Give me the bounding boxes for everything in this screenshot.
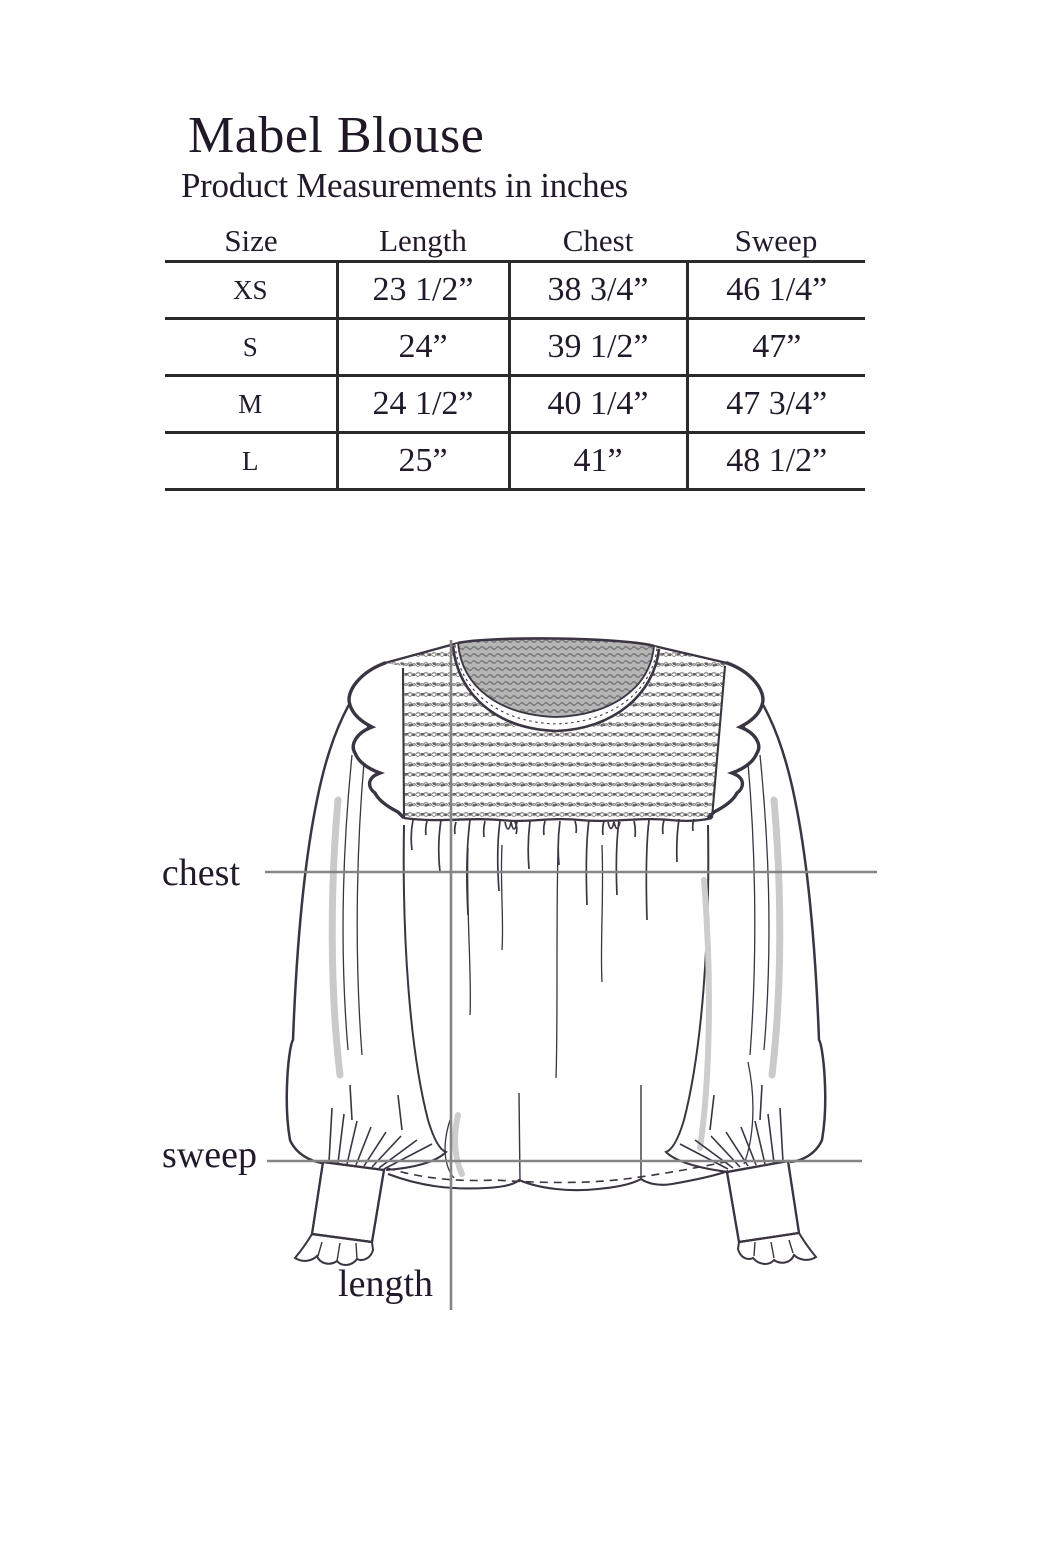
sweep-label: sweep [162, 1134, 257, 1176]
length-value: 24” [337, 319, 509, 376]
left-cuff [295, 1162, 384, 1265]
length-value: 23 1/2” [337, 262, 509, 319]
size-label: XS [165, 262, 337, 319]
blouse-flat [287, 638, 825, 1265]
size-label: L [165, 433, 337, 490]
column-header-size: Size [165, 222, 337, 262]
right-cuff [727, 1161, 816, 1264]
chest-value: 38 3/4” [509, 262, 687, 319]
chest-value: 40 1/4” [509, 376, 687, 433]
page-subtitle: Product Measurements in inches [181, 166, 628, 205]
size-label: S [165, 319, 337, 376]
length-value: 25” [337, 433, 509, 490]
column-header-chest: Chest [509, 222, 687, 262]
sweep-value: 46 1/4” [687, 262, 865, 319]
length-value: 24 1/2” [337, 376, 509, 433]
sweep-value: 47 3/4” [687, 376, 865, 433]
column-header-sweep: Sweep [687, 222, 865, 262]
sweep-value: 48 1/2” [687, 433, 865, 490]
chest-value: 39 1/2” [509, 319, 687, 376]
chest-value: 41” [509, 433, 687, 490]
length-label: length [338, 1263, 433, 1305]
column-header-length: Length [337, 222, 509, 262]
page-title: Mabel Blouse [188, 107, 485, 164]
size-label: M [165, 376, 337, 433]
chest-label: chest [161, 852, 240, 894]
sweep-value: 47” [687, 319, 865, 376]
